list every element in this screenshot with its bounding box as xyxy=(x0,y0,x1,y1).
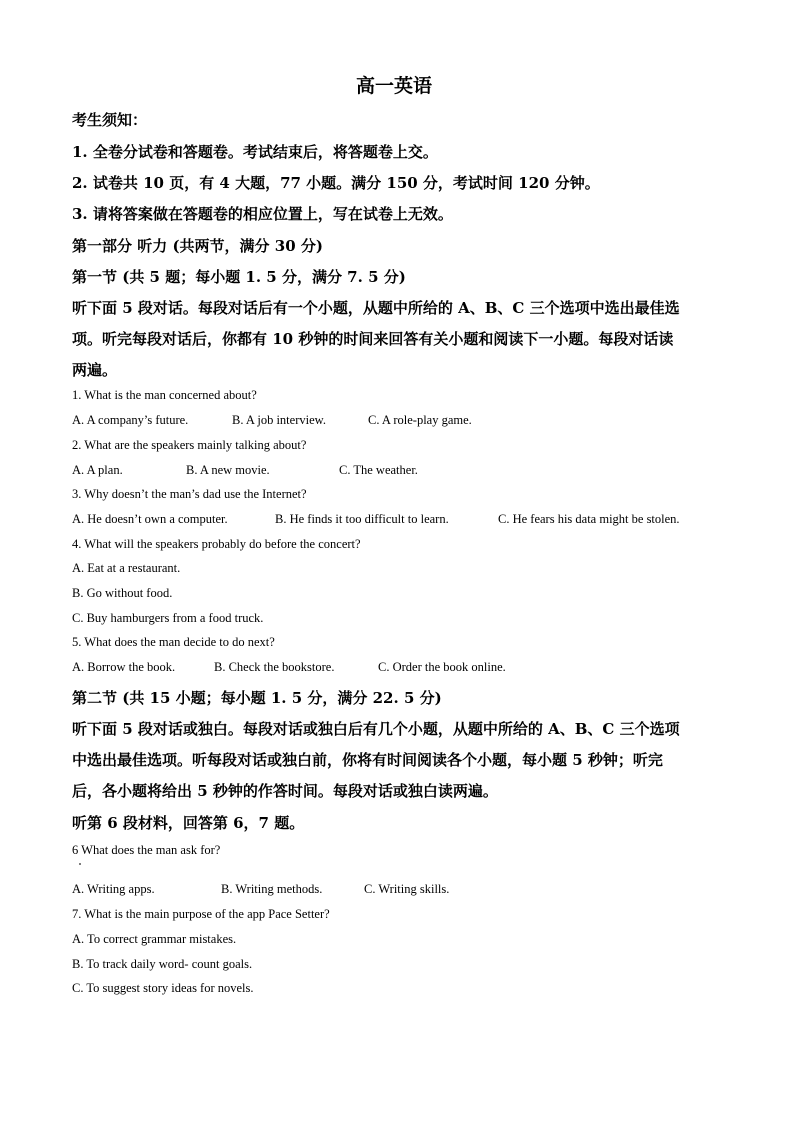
section-heading: 第一节 (共 5 题；每小题 1. 5 分，满分 7. 5 分) xyxy=(72,268,406,286)
option-a: A. Eat at a restaurant. xyxy=(72,561,181,575)
page-title: 高一英语 xyxy=(356,75,433,97)
section-heading: 第二节 (共 15 小题；每小题 1. 5 分，满分 22. 5 分) xyxy=(72,689,442,707)
option-b: B. Writing methods. xyxy=(221,882,323,896)
notice-item: 1. 全卷分试卷和答题卷。考试结束后，将答题卷上交。 xyxy=(72,143,438,161)
option-c: C. Order the book online. xyxy=(378,660,506,674)
question-stem: 4. What will the speakers probably do before the concert? xyxy=(72,537,361,551)
part-heading: 第一部分 听力 (共两节，满分 30 分) xyxy=(72,237,323,255)
question-stem: 5. What does the man decide to do next? xyxy=(72,635,275,649)
option-a: A. He doesn’t own a computer. xyxy=(72,512,228,526)
option-b: B. Check the bookstore. xyxy=(214,660,335,674)
option-c: C. To suggest story ideas for novels. xyxy=(72,981,254,995)
option-a: A. Borrow the book. xyxy=(72,660,176,674)
instruction-line: 项。听完每段对话后，你都有 10 秒钟的时间来回答有关小题和阅读下一小题。每段对话读 xyxy=(72,330,674,348)
question-stem: 3. Why doesn’t the man’s dad use the Internet? xyxy=(72,487,307,501)
question-stem: 6 What does the man ask for? xyxy=(72,843,221,857)
notice-item: 2. 试卷共 10 页，有 4 大题，77 小题。满分 150 分，考试时间 120 分钟。 xyxy=(72,174,600,192)
option-a: A. Writing apps. xyxy=(72,882,155,896)
question-stem: 7. What is the main purpose of the app Pace Setter? xyxy=(72,907,330,921)
option-b: B. To track daily word- count goals. xyxy=(72,957,253,971)
option-a: A. To correct grammar mistakes. xyxy=(72,932,237,946)
option-c: C. A role-play game. xyxy=(368,413,472,427)
option-c: C. Buy hamburgers from a food truck. xyxy=(72,611,264,625)
question-stem: 2. What are the speakers mainly talking about? xyxy=(72,438,307,452)
question-stem: 1. What is the man concerned about? xyxy=(72,388,257,402)
option-c: C. He fears his data might be stolen. xyxy=(498,512,680,526)
instruction-line: 后，各小题将给出 5 秒钟的作答时间。每段对话或独白读两遍。 xyxy=(72,782,498,800)
option-a: A. A plan. xyxy=(72,463,123,477)
option-b: B. A job interview. xyxy=(232,413,326,427)
option-c: C. The weather. xyxy=(339,463,418,477)
option-c: C. Writing skills. xyxy=(364,882,450,896)
option-b: B. Go without food. xyxy=(72,586,173,600)
option-a: A. A company’s future. xyxy=(72,413,189,427)
option-b: B. A new movie. xyxy=(186,463,270,477)
option-b: B. He finds it too difficult to learn. xyxy=(275,512,449,526)
instruction-line: 听下面 5 段对话。每段对话后有一个小题，从题中所给的 A、B、C 三个选项中选出最佳选 xyxy=(72,299,680,317)
stray-dot xyxy=(79,863,81,865)
instruction-line: 两遍。 xyxy=(72,361,118,379)
material-heading: 听第 6 段材料，回答第 6，7 题。 xyxy=(72,814,305,832)
instruction-line: 听下面 5 段对话或独白。每段对话或独白后有几个小题，从题中所给的 A、B、C 三个选项 xyxy=(72,720,680,738)
instruction-line: 中选出最佳选项。听每段对话或独白前，你将有时间阅读各个小题，每小题 5 秒钟；听完 xyxy=(72,751,663,769)
notice-item: 3. 请将答案做在答题卷的相应位置上，写在试卷上无效。 xyxy=(72,205,453,223)
notice-heading: 考生须知： xyxy=(72,111,148,129)
